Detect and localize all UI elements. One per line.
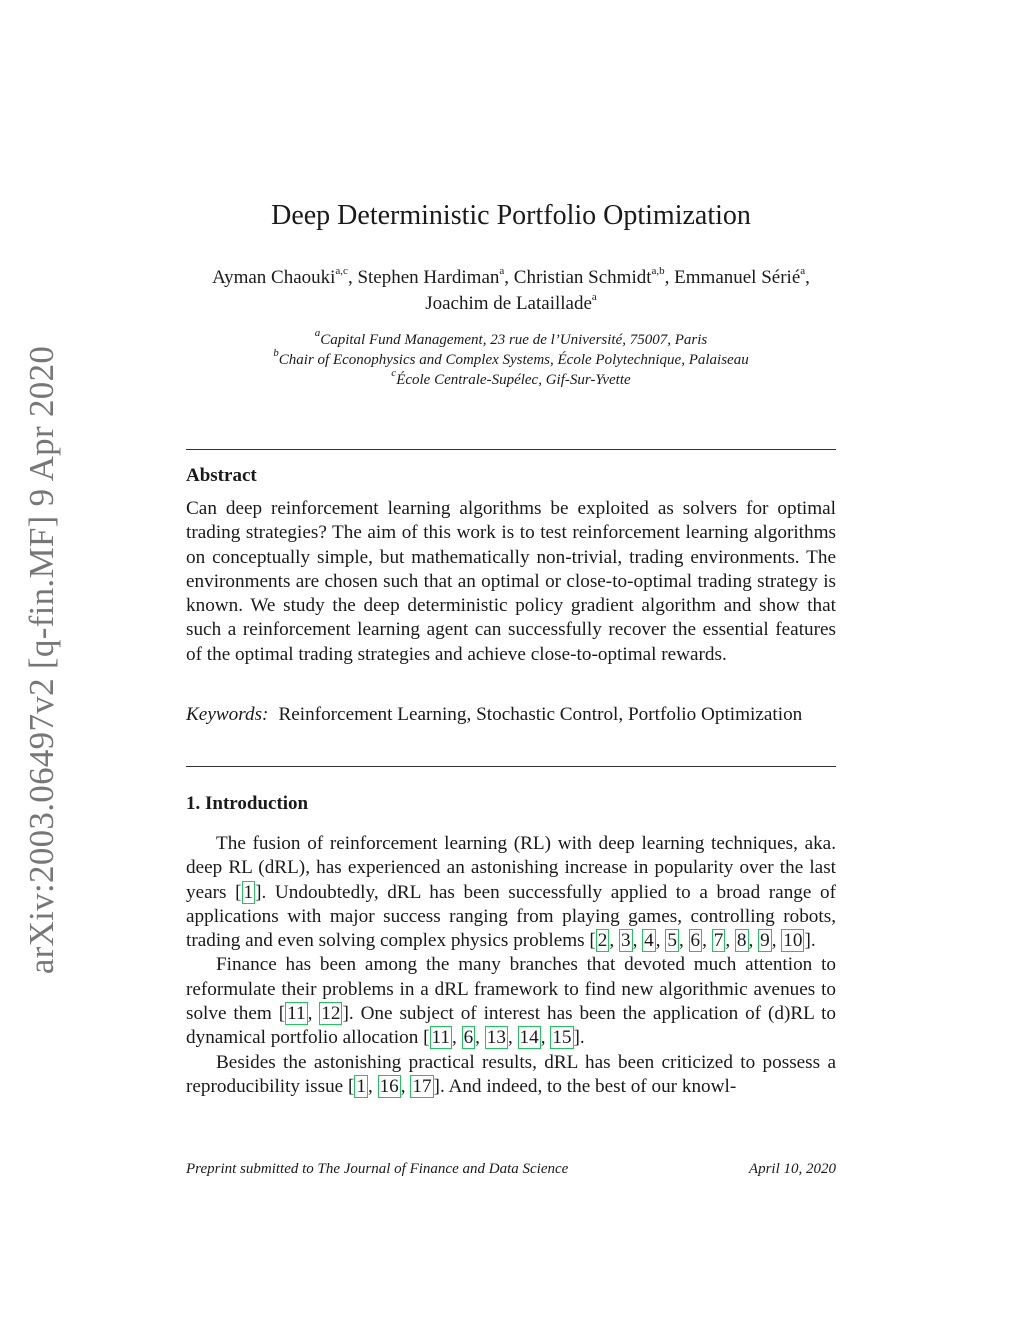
affiliation-list xyxy=(186,327,836,390)
citation-link[interactable]: 11 xyxy=(287,1003,306,1025)
citation-link[interactable]: 6 xyxy=(690,930,701,952)
citation-link[interactable]: 17 xyxy=(412,1075,432,1097)
footer-date: April 10, 2020 xyxy=(748,1161,836,1177)
author-name: Christian Schmidt xyxy=(513,267,652,288)
author-affil-mark: a,b xyxy=(651,264,665,277)
affiliation: $^b$Chair of Econophysics and Complex Systems, École Polytechnique, Palaiseau xyxy=(273,347,749,368)
introduction-body xyxy=(186,832,836,1099)
citation-link[interactable]: 9 xyxy=(760,930,770,952)
keywords xyxy=(186,703,836,727)
citation-link[interactable]: 1 xyxy=(356,1075,366,1097)
author-affil-mark: a xyxy=(800,264,806,277)
citation-link[interactable]: 1 xyxy=(243,881,254,903)
affiliation: $^a$Capital Fund Management, 23 rue de l’Université, 75007, Paris xyxy=(314,327,708,348)
section-heading: 1. Introduction xyxy=(186,793,309,814)
author-affil-mark: a,c xyxy=(335,264,348,277)
keywords-label: Keywords: xyxy=(186,704,269,725)
author-list: Ayman Chaouki$^{a,c}$, Stephen Hardiman$^a$, Christian Schmidt$^{a,b}$, Emmanuel Sérié$^a$, Joachim de Lataillade$^a$ xyxy=(212,264,810,314)
abstract-bottom-rule xyxy=(186,766,836,767)
footer-journal: Preprint submitted to The Journal of Finance and Data Science xyxy=(186,1161,569,1177)
author-affil-mark: a xyxy=(591,290,597,303)
citation-link[interactable]: 14 xyxy=(519,1027,539,1049)
paragraph: Besides the astonishing practical results, dRL has been criticized to possess a reproducibility issue [ 1 , 16 , 17 ]. And indeed, to the best of our knowl- xyxy=(186,1051,836,1097)
paragraph: Finance has been among the many branches that devoted much attention to reformulate their problems in a dRL framework to find new algorithmic avenues to solve them [ 11 , 12 ]. One subject of interest has been the application of (d)RL to dynamical portfolio allocation [ 11 , 6 , 13 , 14 , 15 ]. xyxy=(186,954,836,1049)
abstract-top-rule xyxy=(186,449,836,450)
citation-link[interactable]: 8 xyxy=(736,930,747,952)
author-name: Emmanuel Sérié xyxy=(674,267,801,288)
citation-link[interactable]: 6 xyxy=(463,1027,474,1049)
author-name: Joachim de Lataillade xyxy=(425,293,592,314)
author-name: Ayman Chaouki xyxy=(212,267,336,288)
affiliation: $^c$École Centrale-Supélec, Gif-Sur-Yvette xyxy=(391,367,631,388)
author-affil-mark: a xyxy=(499,264,505,277)
arxiv-sidebar xyxy=(12,340,72,980)
citation-link[interactable]: 10 xyxy=(783,930,803,952)
author-name: Stephen Hardiman xyxy=(357,267,500,288)
citation-link[interactable]: 7 xyxy=(713,930,724,952)
citation-link[interactable]: 5 xyxy=(667,930,677,952)
citation-link[interactable]: 3 xyxy=(620,930,631,952)
citation-link[interactable]: 4 xyxy=(644,930,654,952)
citation-link[interactable]: 11 xyxy=(431,1027,450,1049)
citation-link[interactable]: 15 xyxy=(552,1027,572,1049)
paper-title: Deep Deterministic Portfolio Optimization xyxy=(271,200,751,231)
abstract-heading: Abstract xyxy=(186,465,257,486)
citation-link[interactable]: 13 xyxy=(486,1027,506,1049)
arxiv-id-stamp: arXiv:2003.06497v2 [q-fin.MF] 9 Apr 2020 xyxy=(22,345,61,975)
citation-link[interactable]: 16 xyxy=(379,1075,399,1097)
citation-link[interactable]: 2 xyxy=(597,930,608,952)
citation-link[interactable]: 12 xyxy=(321,1003,341,1025)
keywords-text: Reinforcement Learning, Stochastic Control, Portfolio Optimization xyxy=(278,704,803,725)
paragraph: The fusion of reinforcement learning (RL) with deep learning techniques, aka. deep RL (dRL), has experienced an astonishing increase in popularity over the last years [ 1 ]. Undoubtedly, dRL has been successfully applied to a broad range of applications with major success ranging from playing games, controlling robots, trading and even solving complex physics problems [ 2 , 3 , 4 , 5 , 6 , 7 , 8 , 9 , 10 ]. xyxy=(186,833,837,952)
abstract-text: Can deep reinforcement learning algorithms be exploited as solvers for optimal trading strategies? The aim of this work is to test reinforcement learning algorithms on conceptually simple, but mathematically non-trivial, trading environments. The environments are chosen such that an optimal or close-to-optimal trading strategy is known. We study the deep deterministic policy gradient algorithm and show that such a reinforcement learning agent can successfully recover the essential features of the optimal trading strategies and achieve close-to-optimal rewards. xyxy=(186,498,836,665)
